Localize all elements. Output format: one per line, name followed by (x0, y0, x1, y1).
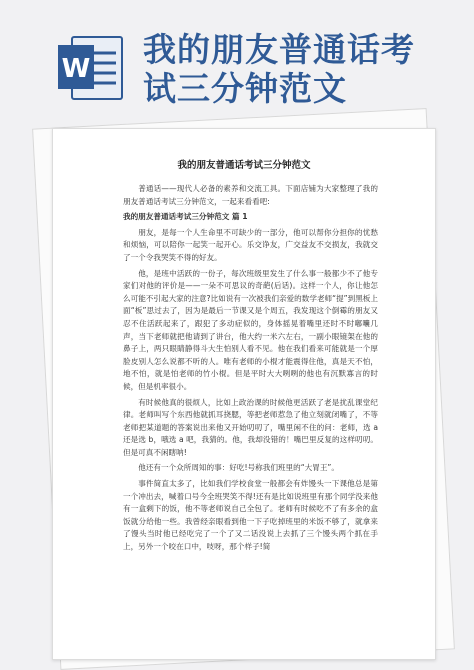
section-heading: 我的朋友普通话考试三分钟范文 篇 1 (123, 212, 248, 222)
word-document-icon (58, 35, 124, 101)
word-icon-letter: W (61, 54, 91, 84)
paragraph: 朋友，是每一个人生命里不可缺少的一部分，他可以帮你分担你的忧愁和烦恼，可以陪你一起笑一起开心。乐交诤友，广交益友不交损友，我就交了一个令我哭笑不得的好友。 (123, 227, 378, 262)
document-banner-title (143, 30, 463, 108)
paragraph: 事件简直太多了，比如我们学校食堂一般都会有炸馒头一下课他总是第一个冲出去，喊着口号今全班哭笑不得!还有是比如说班里有那个同学没来他有一盒剩下的饭，他不等老师说自己全包了。老师有时候吃不了有多余的盒饭就分给他一些。我曾经亲眼看到他一下子吃掉班里的米饭不够了，就拿来了馒头当时他已经吃完了一个了又二话没说上去抓了三个馒头两个抓在手上，另外一个咬在口中，吱呀，那个样子!简 (123, 479, 378, 552)
banner (0, 0, 474, 120)
paragraph: 他，是班中活跃的一份子，每次班级里发生了什么事一般都少不了他专家们对他的评价是——一朵不可思议的奇葩(后话)。这样一个人，你让他怎么可能不引起大家的注意?比如说有一次被我们亲爱的数学老师“提”到黑板上面“板”思过去了，因为是最后一节课又是个周五，我发现这个倒霉的朋友又忍不住活跃起来了，跟犯了多动症似的，身体摇晃着嘴里还时不时嘟囔几声，当下老师就把他请到了讲台，他大约一米六左右，一副小眼镜架在他的鼻子上，两只眼睛静得斗大生怕别人看不见。他在我们看来可能就是一个厚脸皮别人怎么说都不听的人。唯有老师的小棍才能震得住他，真是天不怕，地不怕，就是怕老师的竹小棍。但是平时大大咧咧的他也有沉默寡言的时候，但是机率很小。 (123, 268, 378, 391)
paragraph: 他还有一个众所周知的事：好吃!号称我们班里的“大胃王”。 (138, 463, 339, 473)
banner-title-line-2: 试三分钟范文 (143, 69, 347, 108)
paragraph: 普通话——现代人必备的素养和交流工具。下面店铺为大家整理了我的朋友普通话考试三分钟范文，一起来看看吧: (123, 184, 378, 206)
document-page (52, 128, 436, 660)
banner-title-line-1: 我的朋友普通话考 (143, 30, 415, 69)
page-title: 我的朋友普通话考试三分钟范文 (177, 160, 311, 171)
paragraph: 有时候他真的很烦人，比如上政治课的时候他更活跃了老是扰乱课堂纪律。老师叫写个东西他就抓耳挠腮，等把老师惹急了他立刻就闭嘴了，不等老师把某道题的答案说出来他又开始叨叨了，嘴里闲不住的问：老师，选 a 还是选 b，哦选 a 吧，我猜的。他，我却没错的！嘴巴里反复的这样叨叨。但是可真不闲瞎呐! (123, 397, 378, 457)
document-body (123, 183, 378, 557)
